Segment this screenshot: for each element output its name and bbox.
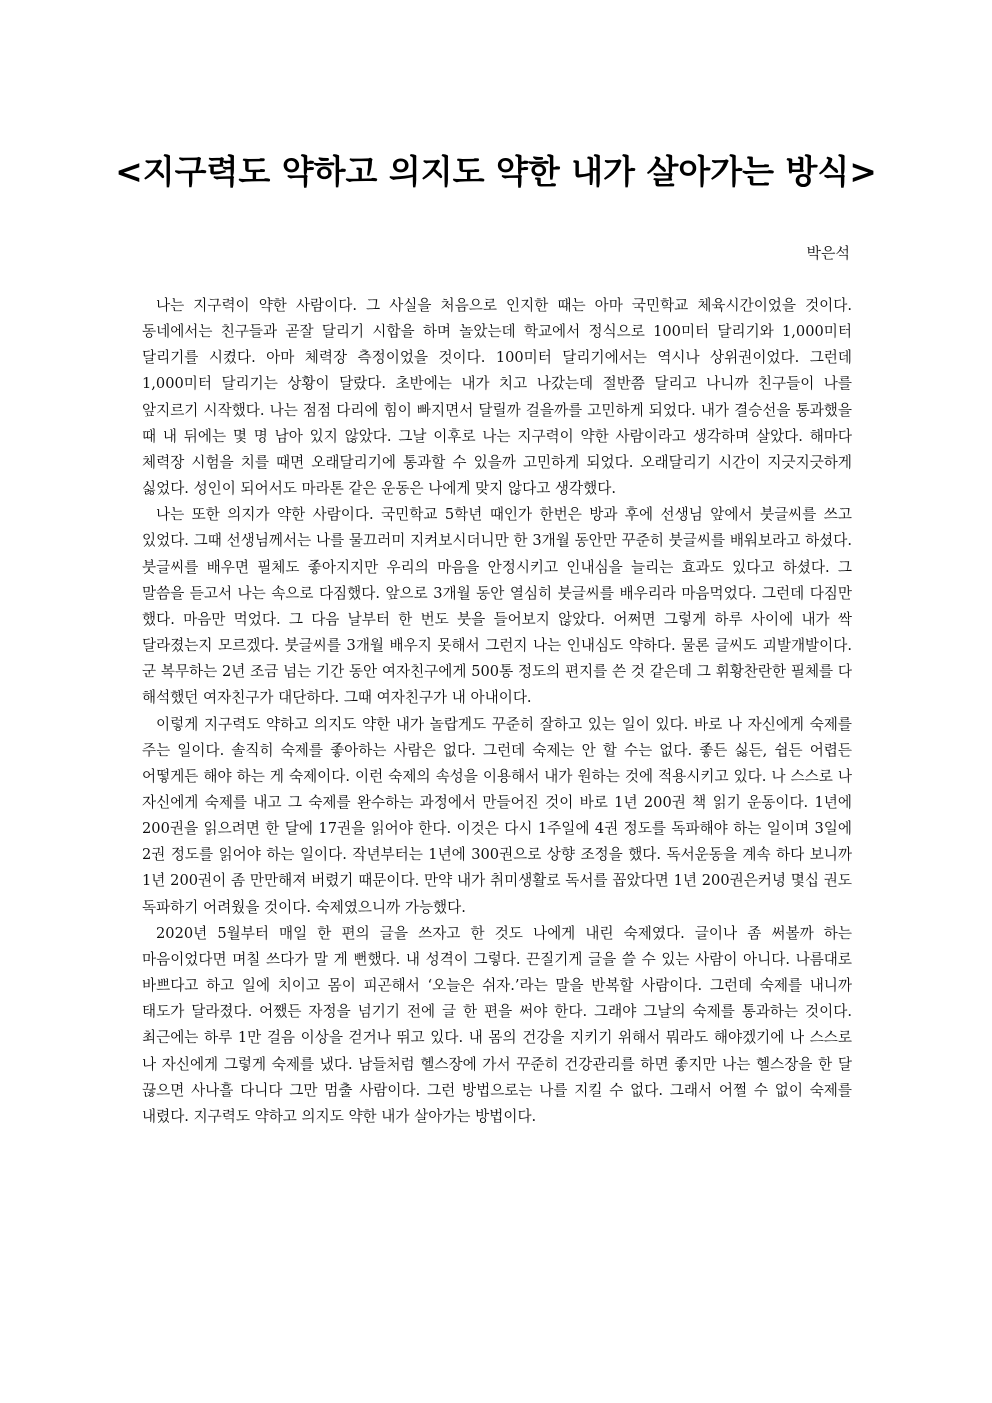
document-title: <지구력도 약하고 의지도 약한 내가 살아가는 방식> — [115, 152, 877, 191]
author-name: 박은석 — [806, 244, 850, 262]
paragraph-4: 2020년 5월부터 매일 한 편의 글을 쓰자고 한 것도 나에게 내린 숙제였다. 글이나 좀 써볼까 하는 마음이었다면 며칠 쓰다가 말 게 뻔했다. 내 성격이 그렇다. 끈질기게 글을 쓸 수 있는 사람이 아니다. 나름대로 바쁘다고 하고 일에 치이고 몸이 피곤해서 ‘오늘은 쉬자.’라는 말을 반복할 사람이다. 그런데 숙제를 내니까 태도가 달라졌다. 어쨌든 자정을 넘기기 전에 글 한 편을 써야 한다. 그래야 그날의 숙제를 통과하는 것이다. 최근에는 하루 1만 걸음 이상을 걷거나 뛰고 있다. 내 몸의 건강을 지키기 위해서 뭐라도 해야겠기에 나 스스로 나 자신에게 그렇게 숙제를 냈다. 남들처럼 헬스장에 가서 꾸준히 건강관리를 하면 좋지만 나는 헬스장을 한 달 끊으면 사나흘 다니다 그만 멈출 사람이다. 그런 방법으로는 나를 지킬 수 없다. 그래서 어쩔 수 없이 숙제를 내렸다. 지구력도 약하고 의지도 약한 내가 살아가는 방법이다. — [142, 924, 852, 1125]
document-body — [142, 293, 852, 1130]
paragraph-3: 이렇게 지구력도 약하고 의지도 약한 내가 놀랍게도 꾸준히 잘하고 있는 일이 있다. 바로 나 자신에게 숙제를 주는 일이다. 솔직히 숙제를 좋아하는 사람은 없다. 그런데 숙제는 안 할 수는 없다. 좋든 싫든, 쉽든 어렵든 어떻게든 해야 하는 게 숙제이다. 이런 숙제의 속성을 이용해서 내가 원하는 것에 적용시키고 있다. 나 스스로 나 자신에게 숙제를 내고 그 숙제를 완수하는 과정에서 만들어진 것이 바로 1년 200권 책 읽기 운동이다. 1년에 200권을 읽으려면 한 달에 17권을 읽어야 한다. 이것은 다시 1주일에 4권 정도를 독파해야 하는 일이며 3일에 2권 정도를 읽어야 하는 일이다. 작년부터는 1년에 300권으로 상향 조정을 했다. 독서운동을 계속 하다 보니까 1년 200권이 좀 만만해져 버렸기 때문이다. 만약 내가 취미생활로 독서를 꼽았다면 1년 200권은커녕 몇십 권도 독파하기 어려웠을 것이다. 숙제였으니까 가능했다. — [142, 715, 852, 916]
paragraph-1: 나는 지구력이 약한 사람이다. 그 사실을 처음으로 인지한 때는 아마 국민학교 체육시간이었을 것이다. 동네에서는 친구들과 곧잘 달리기 시합을 하며 놀았는데 학교에서 정식으로 100미터 달리기와 1,000미터 달리기를 시켰다. 아마 체력장 측정이었을 것이다. 100미터 달리기에서는 역시나 상위권이었다. 그런데 1,000미터 달리기는 상황이 달랐다. 초반에는 내가 치고 나갔는데 절반쯤 달리고 나니까 친구들이 나를 앞지르기 시작했다. 나는 점점 다리에 힘이 빠지면서 달릴까 걸을까를 고민하게 되었다. 내가 결승선을 통과했을 때 내 뒤에는 몇 명 남아 있지 않았다. 그날 이후로 나는 지구력이 약한 사람이라고 생각하며 살았다. 해마다 체력장 시험을 치를 때면 오래달리기에 통과할 수 있을까 고민하게 되었다. 오래달리기 시간이 지긋지긋하게 싫었다. 성인이 되어서도 마라톤 같은 운동은 나에게 맞지 않다고 생각했다. — [142, 297, 852, 498]
paragraph-2: 나는 또한 의지가 약한 사람이다. 국민학교 5학년 때인가 한번은 방과 후에 선생님 앞에서 붓글씨를 쓰고 있었다. 그때 선생님께서는 나를 물끄러미 지켜보시더니만 한 3개월 동안만 꾸준히 붓글씨를 배워보라고 하셨다. 붓글씨를 배우면 필체도 좋아지지만 우리의 마음을 안정시키고 인내심을 늘리는 효과도 있다고 하셨다. 그 말씀을 듣고서 나는 속으로 다짐했다. 앞으로 3개월 동안 열심히 붓글씨를 배우리라 마음먹었다. 그런데 다짐만 했다. 마음만 먹었다. 그 다음 날부터 한 번도 붓을 들어보지 않았다. 어쩌면 그렇게 하루 사이에 내가 싹 달라졌는지 모르겠다. 붓글씨를 3개월 배우지 못해서 그런지 나는 인내심도 약하다. 물론 글씨도 괴발개발이다. 군 복무하는 2년 조금 넘는 기간 동안 여자친구에게 500통 정도의 편지를 쓴 것 같은데 그 휘황찬란한 필체를 다 해석했던 여자친구가 대단하다. 그때 여자친구가 내 아내이다. — [142, 506, 852, 707]
